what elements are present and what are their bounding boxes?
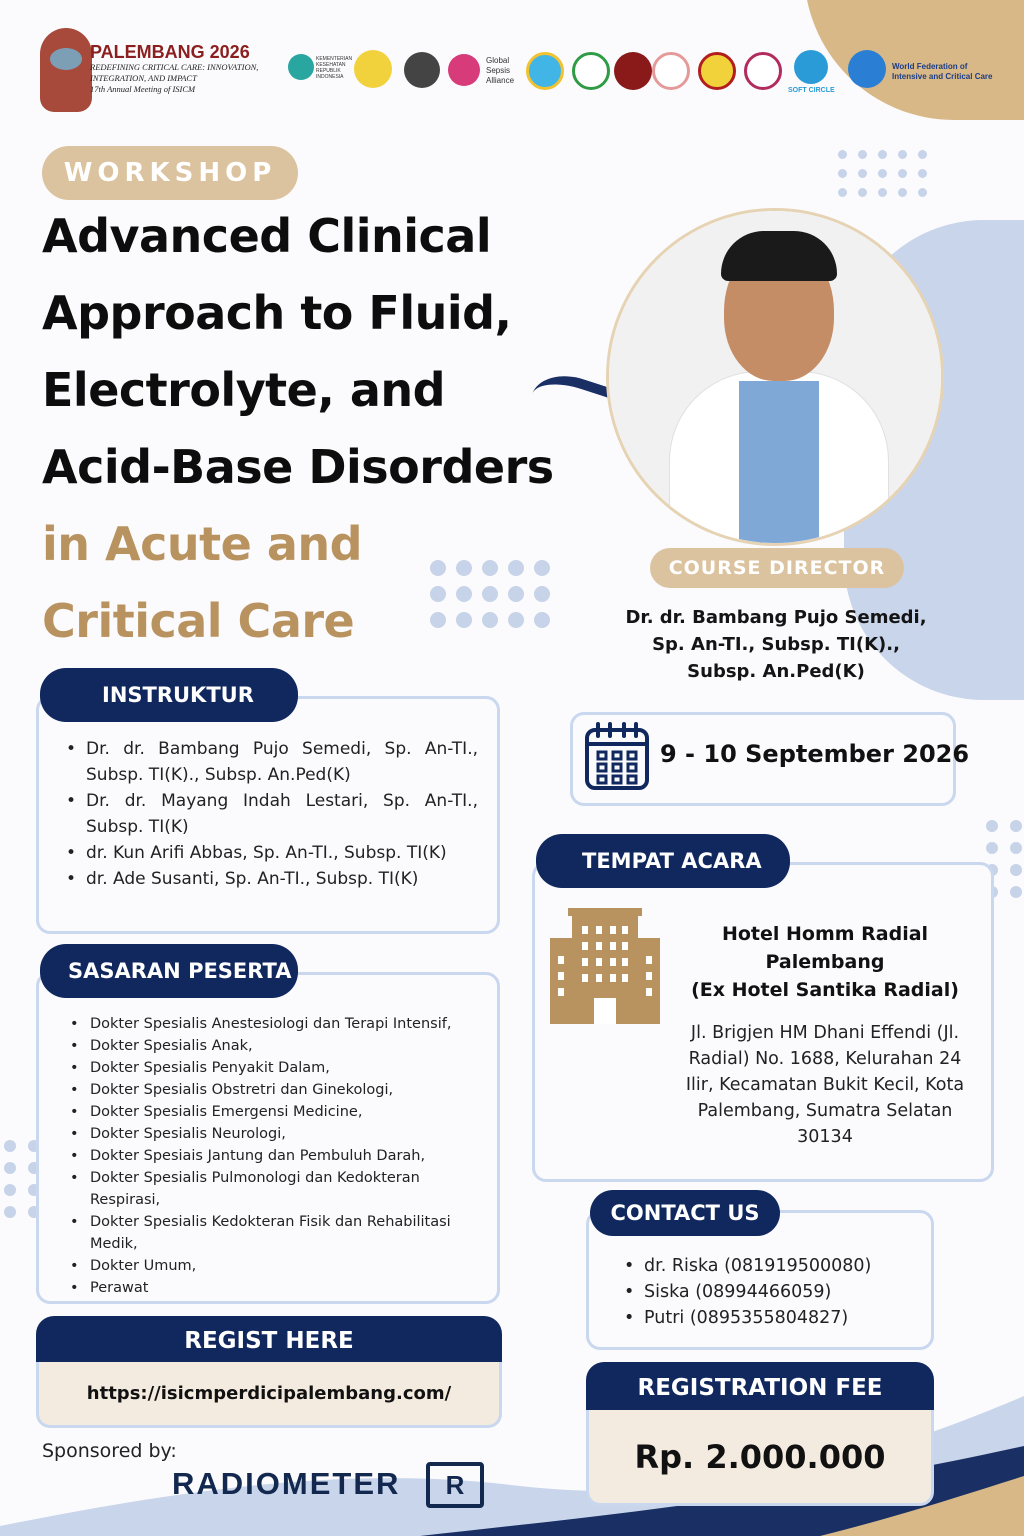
- global-sepsis-alliance-text: Global Sepsis Alliance: [486, 56, 515, 85]
- contact-item[interactable]: • Siska (08994466059): [622, 1279, 922, 1305]
- radiometer-logo-text: RADIOMETER: [172, 1466, 401, 1501]
- hotel-name-line: (Ex Hotel Santika Radial): [691, 979, 959, 1001]
- kementerian-kesehatan-text: KEMENTERIAN KESEHATAN REPUBLIK INDONESIA: [316, 56, 353, 80]
- fee-amount: Rp. 2.000.000: [586, 1410, 934, 1506]
- title-line: Approach to Fluid,: [42, 286, 512, 340]
- sasaran-item: • Dokter Spesialis Anestesiologi dan Terapi Intensif,: [68, 1013, 488, 1035]
- kementerian-kesehatan-logo: [288, 54, 314, 80]
- event-tagline: [90, 62, 270, 95]
- sasaran-item: • Perawat: [68, 1277, 488, 1299]
- instruktur-item: • Dr. dr. Bambang Pujo Semedi, Sp. An-TI., Subsp. TI(K)., Subsp. An.Ped(K): [64, 736, 478, 788]
- hotel-name: [690, 920, 960, 1004]
- hotel-address: Jl. Brigjen HM Dhani Effendi (Jl. Radial) No. 1688, Kelurahan 24 Ilir, Kecamatan Bukit Kecil, Kota Palembang, Sumatra Selatan 30134: [685, 1023, 965, 1147]
- instruktur-heading: INSTRUKTUR: [40, 668, 298, 722]
- association-logo-5: [698, 52, 736, 90]
- course-director-label: COURSE DIRECTOR: [650, 548, 904, 588]
- event-meeting-text: 17th Annual Meeting of ISICM: [90, 84, 196, 94]
- course-director-name: [606, 604, 946, 685]
- title-line: Electrolyte, and: [42, 363, 446, 417]
- partner-logos-row: [288, 50, 878, 100]
- sasaran-item: • Dokter Spesialis Anak,: [68, 1035, 488, 1057]
- soft-circle-logo: [794, 50, 828, 84]
- regist-heading: REGIST HERE: [36, 1316, 502, 1366]
- contact-item[interactable]: • dr. Riska (081919500080): [622, 1253, 922, 1279]
- director-name-line: Sp. An-TI., Subsp. TI(K).,: [652, 634, 900, 655]
- director-name-line: Subsp. An.Ped(K): [687, 661, 865, 682]
- workshop-title: [42, 198, 622, 660]
- sasaran-list: [68, 1013, 488, 1299]
- soft-circle-text: SOFT CIRCLE: [788, 87, 835, 94]
- ikatan-dokter-logo: [354, 50, 392, 88]
- contact-item[interactable]: • Putri (0895355804827): [622, 1305, 922, 1331]
- contact-list: [622, 1253, 922, 1331]
- association-logo-1: [526, 52, 564, 90]
- title-line: Advanced Clinical: [42, 209, 492, 263]
- association-logo-6: [744, 52, 782, 90]
- title-line: Acid-Base Disorders: [42, 440, 554, 494]
- society-logo: [404, 52, 440, 88]
- sasaran-item: • Dokter Spesialis Penyakit Dalam,: [68, 1057, 488, 1079]
- sasaran-heading: SASARAN PESERTA: [40, 944, 298, 998]
- instruktur-item: • Dr. dr. Mayang Indah Lestari, Sp. An-TI., Subsp. TI(K): [64, 788, 478, 840]
- association-logo-2: [572, 52, 610, 90]
- workshop-badge: WORKSHOP: [42, 146, 298, 200]
- sasaran-item: • Dokter Spesialis Pulmonologi dan Kedokteran Respirasi,: [68, 1167, 488, 1211]
- wficc-logo: [848, 50, 886, 88]
- title-line-highlight: Critical Care: [42, 594, 355, 648]
- instruktur-list: [64, 736, 478, 892]
- calendar-icon: [584, 720, 650, 792]
- sasaran-item: • Dokter Umum,: [68, 1255, 488, 1277]
- hotel-name-line: Hotel Homm Radial: [721, 923, 929, 945]
- sasaran-item: • Dokter Spesialis Kedokteran Fisik dan Rehabilitasi Medik,: [68, 1211, 488, 1255]
- association-logo-4: [652, 52, 690, 90]
- instruktur-item: • dr. Ade Susanti, Sp. An-TI., Subsp. TI(K): [64, 866, 478, 892]
- radiometer-logo-mark: R: [426, 1462, 484, 1508]
- director-name-line: Dr. dr. Bambang Pujo Semedi,: [625, 607, 927, 628]
- sasaran-item: • Dokter Spesialis Emergensi Medicine,: [68, 1101, 488, 1123]
- course-director-photo: [606, 208, 944, 546]
- contact-heading: CONTACT US: [590, 1190, 780, 1236]
- sasaran-item: • Dokter Spesialis Obstretri dan Ginekologi,: [68, 1079, 488, 1101]
- event-mascot-logo: [40, 28, 92, 112]
- sasaran-item: • Dokter Spesiais Jantung dan Pembuluh Darah,: [68, 1145, 488, 1167]
- global-sepsis-alliance-logo: [448, 54, 480, 86]
- instruktur-item: • dr. Kun Arifi Abbas, Sp. An-TI., Subsp. TI(K): [64, 840, 478, 866]
- hotel-name-line: Palembang: [765, 951, 885, 973]
- wficc-text: World Federation of Intensive and Critical Care: [892, 62, 993, 81]
- tempat-heading: TEMPAT ACARA: [536, 834, 790, 888]
- association-logo-3: [614, 52, 652, 90]
- title-line-highlight: in Acute and: [42, 517, 363, 571]
- decorative-dots-top: [838, 150, 928, 197]
- event-tagline-text: REDEFINING CRITICAL CARE: INNOVATION, INTEGRATION, AND IMPACT: [90, 62, 259, 83]
- building-icon: [550, 908, 660, 1024]
- event-name: PALEMBANG 2026: [90, 42, 250, 62]
- sponsored-label: Sponsored by:: [42, 1440, 177, 1462]
- event-date: 9 - 10 September 2026: [660, 740, 970, 768]
- regist-url-link[interactable]: https://isicmperdicipalembang.com/: [36, 1362, 502, 1428]
- sasaran-item: • Dokter Spesialis Neurologi,: [68, 1123, 488, 1145]
- fee-heading: REGISTRATION FEE: [586, 1362, 934, 1414]
